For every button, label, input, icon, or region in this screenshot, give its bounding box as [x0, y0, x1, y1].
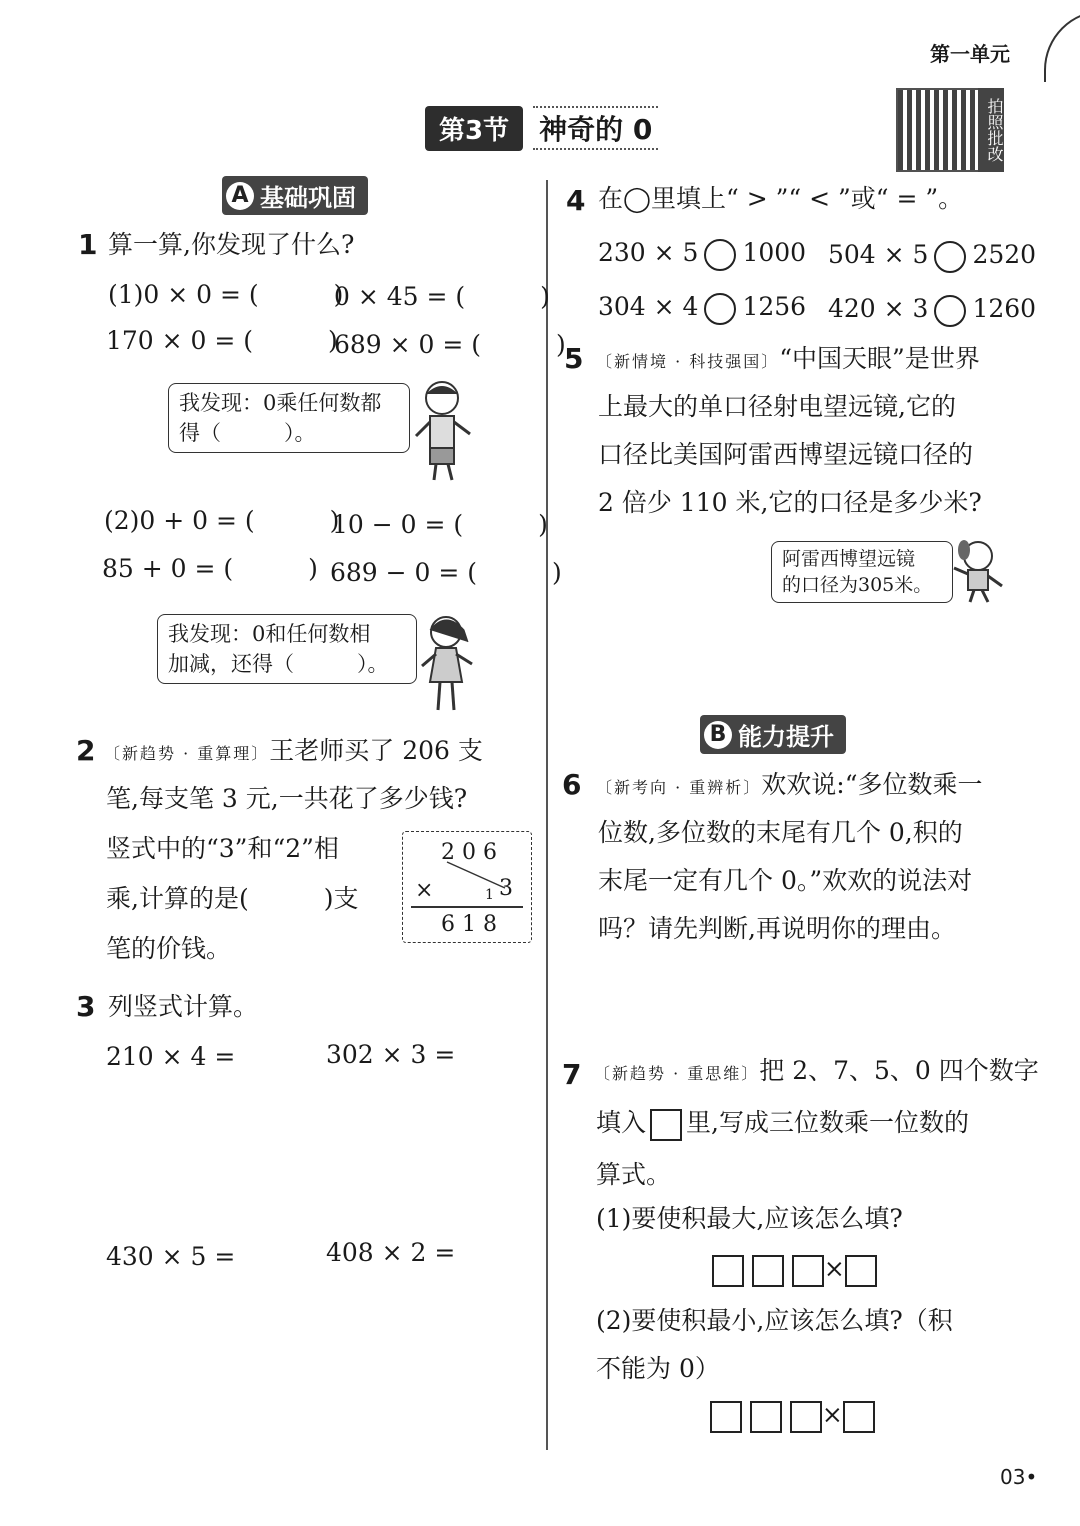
q7-line2: [596, 1108, 969, 1141]
q6-line2: 位数,多位数的末尾有几个 0,积的: [598, 818, 963, 847]
q7-r1-box1[interactable]: [712, 1255, 744, 1287]
q4-prompt: 在◯里填上“ > ”“ < ”或“ = ”。: [598, 184, 964, 213]
calc-result: 6 1 8: [441, 912, 497, 937]
q5-hint-line2: 的口径为305米。: [782, 574, 933, 596]
q1-row2-a: 170 × 0 = ( ): [106, 326, 338, 355]
q4-b-right: 2520: [972, 240, 1037, 269]
q7-r1-box4[interactable]: [845, 1255, 877, 1287]
q4-b-left: 504 × 5: [828, 240, 929, 269]
q1-row3-a: (2)0 + 0 = ( ): [104, 506, 340, 535]
q6-line3: 末尾一定有几个 0。”欢欢的说法对: [598, 866, 973, 895]
q5-number: 5: [564, 342, 584, 375]
q3-number: 3: [76, 990, 96, 1023]
q1-bubble-1-line1: 我发现：0乘任何数都: [179, 391, 382, 415]
q7-r2-box4[interactable]: [843, 1401, 875, 1433]
q5-hint-bubble: [771, 541, 953, 603]
calc-carry: 1: [485, 887, 494, 903]
q7-inline-box: [650, 1109, 682, 1141]
column-divider: [546, 180, 548, 1450]
part-a-title: 基础巩固: [260, 184, 356, 212]
q1-number: 1: [78, 228, 98, 261]
q4-c-right: 1256: [742, 292, 807, 321]
q7-r1-box3[interactable]: [792, 1255, 824, 1287]
q7-line2b: 里,写成三位数乘一位数的: [686, 1108, 969, 1137]
unit-label: 第一单元: [930, 42, 1010, 66]
q1-bubble-2-line1: 我发现：0和任何数相: [168, 622, 371, 646]
q4-c: [598, 292, 806, 325]
q7-tag: 〔新趋势 · 重思维〕: [594, 1064, 760, 1083]
q3-c: 430 × 5 =: [106, 1242, 236, 1271]
q7-r2-box3[interactable]: [790, 1401, 822, 1433]
part-b-header: [700, 715, 846, 754]
q1-row2-b: 689 × 0 = ( ): [334, 330, 566, 359]
q1-bubble-1-line2: 得（ ）。: [179, 421, 316, 445]
q2-number: 2: [76, 734, 96, 767]
section-title: [425, 105, 658, 151]
q3-b: 302 × 3 =: [326, 1040, 456, 1069]
section-badge: 第3节: [425, 106, 523, 151]
q1-row4-b: 689 − 0 = ( ): [330, 558, 562, 587]
q4-b: [828, 240, 1036, 273]
q7-part1: (1)要使积最大,应该怎么填?: [596, 1204, 903, 1233]
q7-number: 7: [562, 1058, 582, 1091]
calc-arrow: [443, 858, 511, 892]
q7-line3: 算式。: [596, 1160, 672, 1189]
q7-line1-text: 把 2、7、5、0 四个数字: [759, 1056, 1039, 1085]
q3-prompt: 列竖式计算。: [108, 992, 259, 1021]
q6-line1: [596, 770, 982, 803]
q6-tag: 〔新考向 · 重辨析〕: [596, 778, 762, 797]
dog-mascot-illustration: [948, 538, 1008, 604]
qr-label: 拍照批改: [978, 88, 1004, 172]
q1-bubble-2: [157, 614, 417, 684]
q7-part2-cont: 不能为 0）: [596, 1354, 720, 1383]
q4-c-circle[interactable]: [704, 293, 736, 325]
calc-multiplier: 3: [499, 876, 513, 901]
calc-mult-sign: ×: [415, 878, 434, 903]
part-a-header: [222, 176, 368, 215]
q5-line1: [596, 344, 980, 377]
girl-illustration: [416, 612, 478, 714]
q7-part2: (2)要使积最小,应该怎么填?（积: [596, 1306, 953, 1335]
q4-number: 4: [566, 184, 586, 217]
q4-a-circle[interactable]: [704, 239, 736, 271]
q5-line4: 2 倍少 110 米,它的口径是多少米?: [598, 488, 982, 517]
q2-tag: 〔新趋势 · 重算理〕: [104, 744, 270, 763]
page-number: [1000, 1462, 1037, 1492]
q1-row1-a: (1)0 × 0 = ( ): [108, 280, 344, 309]
page-corner-decoration: [1044, 10, 1080, 82]
q7-r2-box2[interactable]: [750, 1401, 782, 1433]
calc-line: [411, 906, 523, 908]
part-b-title: 能力提升: [738, 723, 834, 751]
q6-line1-text: 欢欢说:“多位数乘一: [761, 770, 983, 799]
q2-line1: [104, 736, 483, 769]
q2-line4: 乘,计算的是( )支: [106, 884, 359, 913]
q5-tag: 〔新情境 · 科技强国〕: [596, 352, 780, 371]
q7-answer-row-2: [710, 1400, 875, 1433]
section-heading: 神奇的 0: [533, 106, 658, 150]
q2-line2: 笔,每支笔 3 元,一共花了多少钱?: [106, 784, 468, 813]
q7-answer-row-1: [712, 1254, 877, 1287]
q5-line1-text: “中国天眼”是世界: [779, 344, 980, 373]
q1-row3-b: 10 − 0 = ( ): [332, 510, 548, 539]
q4-c-left: 304 × 4: [598, 292, 699, 321]
qr-code-icon[interactable]: [896, 88, 980, 172]
q2-line1-text: 王老师买了 206 支: [269, 736, 483, 765]
q7-r1-box2[interactable]: [752, 1255, 784, 1287]
q4-d-circle[interactable]: [934, 295, 966, 327]
q1-row1-b: 0 × 45 = ( ): [334, 282, 550, 311]
q7-r2-box1[interactable]: [710, 1401, 742, 1433]
part-b-letter: B: [704, 721, 732, 749]
part-a-letter: A: [226, 182, 254, 210]
page-number-text: 03: [1000, 1465, 1026, 1489]
q6-line4: 吗？请先判断,再说明你的理由。: [598, 914, 956, 943]
q2-vertical-calculation: [402, 831, 532, 943]
boy-illustration: [412, 378, 474, 484]
q4-a-left: 230 × 5: [598, 238, 699, 267]
q4-d: [828, 294, 1036, 327]
q5-hint-line1: 阿雷西博望远镜: [782, 548, 916, 570]
q5-line3: 口径比美国阿雷西博望远镜口径的: [598, 440, 974, 469]
q1-bubble-1: [168, 383, 410, 453]
q6-number: 6: [562, 768, 582, 801]
q3-a: 210 × 4 =: [106, 1042, 236, 1071]
q3-d: 408 × 2 =: [326, 1238, 456, 1267]
page-dot-icon: •: [1025, 1465, 1038, 1489]
q7-line1: [594, 1056, 1039, 1089]
q4-a-right: 1000: [742, 238, 807, 267]
q4-d-right: 1260: [972, 294, 1037, 323]
q4-a: [598, 238, 806, 271]
q1-row4-a: 85 + 0 = ( ): [102, 554, 318, 583]
q4-b-circle[interactable]: [934, 241, 966, 273]
q2-line3: 竖式中的“3”和“2”相: [106, 834, 339, 863]
q1-prompt: 算一算,你发现了什么?: [108, 230, 355, 259]
calc-top: 2 0 6: [441, 840, 497, 865]
q2-line5: 笔的价钱。: [106, 934, 232, 963]
q7-r1-times: ×: [823, 1254, 845, 1283]
q5-line2: 上最大的单口径射电望远镜,它的: [598, 392, 956, 421]
q1-bubble-2-line2: 加减，还得（ ）。: [168, 652, 389, 676]
q4-d-left: 420 × 3: [828, 294, 929, 323]
q7-r2-times: ×: [821, 1400, 843, 1429]
q7-line2a: 填入: [596, 1108, 647, 1137]
